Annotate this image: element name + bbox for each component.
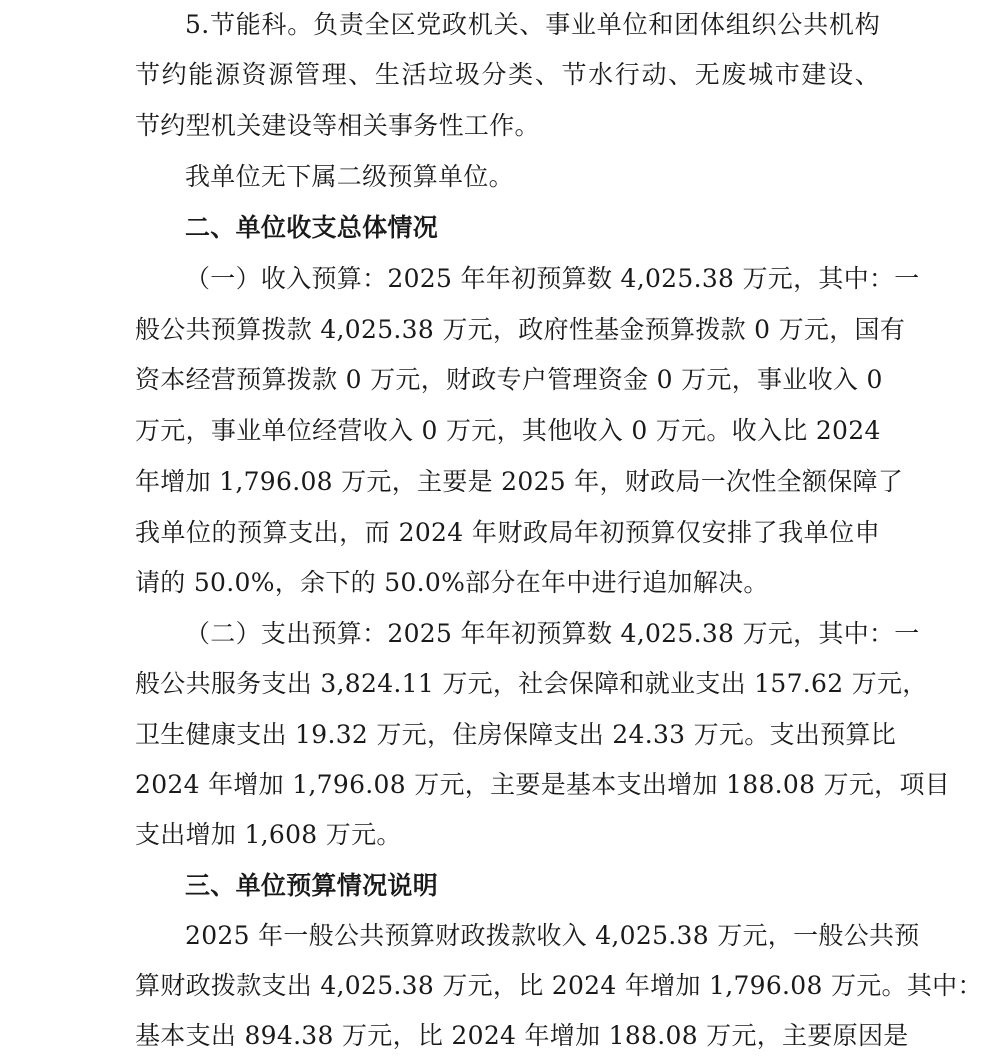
paragraph-line: 支出增加 1,608 万元。	[135, 820, 402, 849]
section-heading-3: 三、单位预算情况说明	[185, 871, 439, 900]
paragraph-line: 年增加 1,796.08 万元，主要是 2025 年，财政局一次性全额保障了	[135, 467, 904, 496]
paragraph-line: 资本经营预算拨款 0 万元，财政专户管理资金 0 万元，事业收入 0	[135, 365, 883, 394]
paragraph-line: 般公共服务支出 3,824.11 万元，社会保障和就业支出 157.62 万元，	[135, 669, 928, 698]
paragraph-line: 2024 年增加 1,796.08 万元，主要是基本支出增加 188.08 万元，项目	[135, 770, 951, 799]
paragraph-line: 卫生健康支出 19.32 万元，住房保障支出 24.33 万元。支出预算比	[135, 720, 897, 749]
paragraph-line: 5.节能科。负责全区党政机关、事业单位和团体组织公共机构	[185, 10, 880, 39]
paragraph-line: 请的 50.0%，余下的 50.0%部分在年中进行追加解决。	[135, 568, 769, 597]
paragraph-line: 2025 年一般公共预算财政拨款收入 4,025.38 万元，一般公共预	[185, 921, 920, 950]
paragraph-line: 我单位无下属二级预算单位。	[185, 162, 514, 191]
paragraph-line: 节约型机关建设等相关事务性工作。	[135, 111, 540, 140]
section-heading-2: 二、单位收支总体情况	[185, 213, 439, 242]
paragraph-line: 般公共预算拨款 4,025.38 万元，政府性基金预算拨款 0 万元，国有	[135, 315, 906, 344]
paragraph-line: 算财政拨款支出 4,025.38 万元，比 2024 年增加 1,796.08 万元。其中：	[135, 971, 983, 1000]
paragraph-line: 我单位的预算支出，而 2024 年财政局年初预算仅安排了我单位申	[135, 518, 880, 547]
paragraph-line: 基本支出 894.38 万元，比 2024 年增加 188.08 万元，主要原因是	[135, 1021, 909, 1050]
paragraph-line: （二）支出预算：2025 年年初预算数 4,025.38 万元，其中：一	[185, 619, 920, 648]
paragraph-line: 万元，事业单位经营收入 0 万元，其他收入 0 万元。收入比 2024	[135, 416, 881, 445]
paragraph-line: 节约能源资源管理、生活垃圾分类、节水行动、无废城市建设、	[135, 60, 880, 89]
paragraph-line: （一）收入预算：2025 年年初预算数 4,025.38 万元，其中：一	[185, 264, 920, 293]
